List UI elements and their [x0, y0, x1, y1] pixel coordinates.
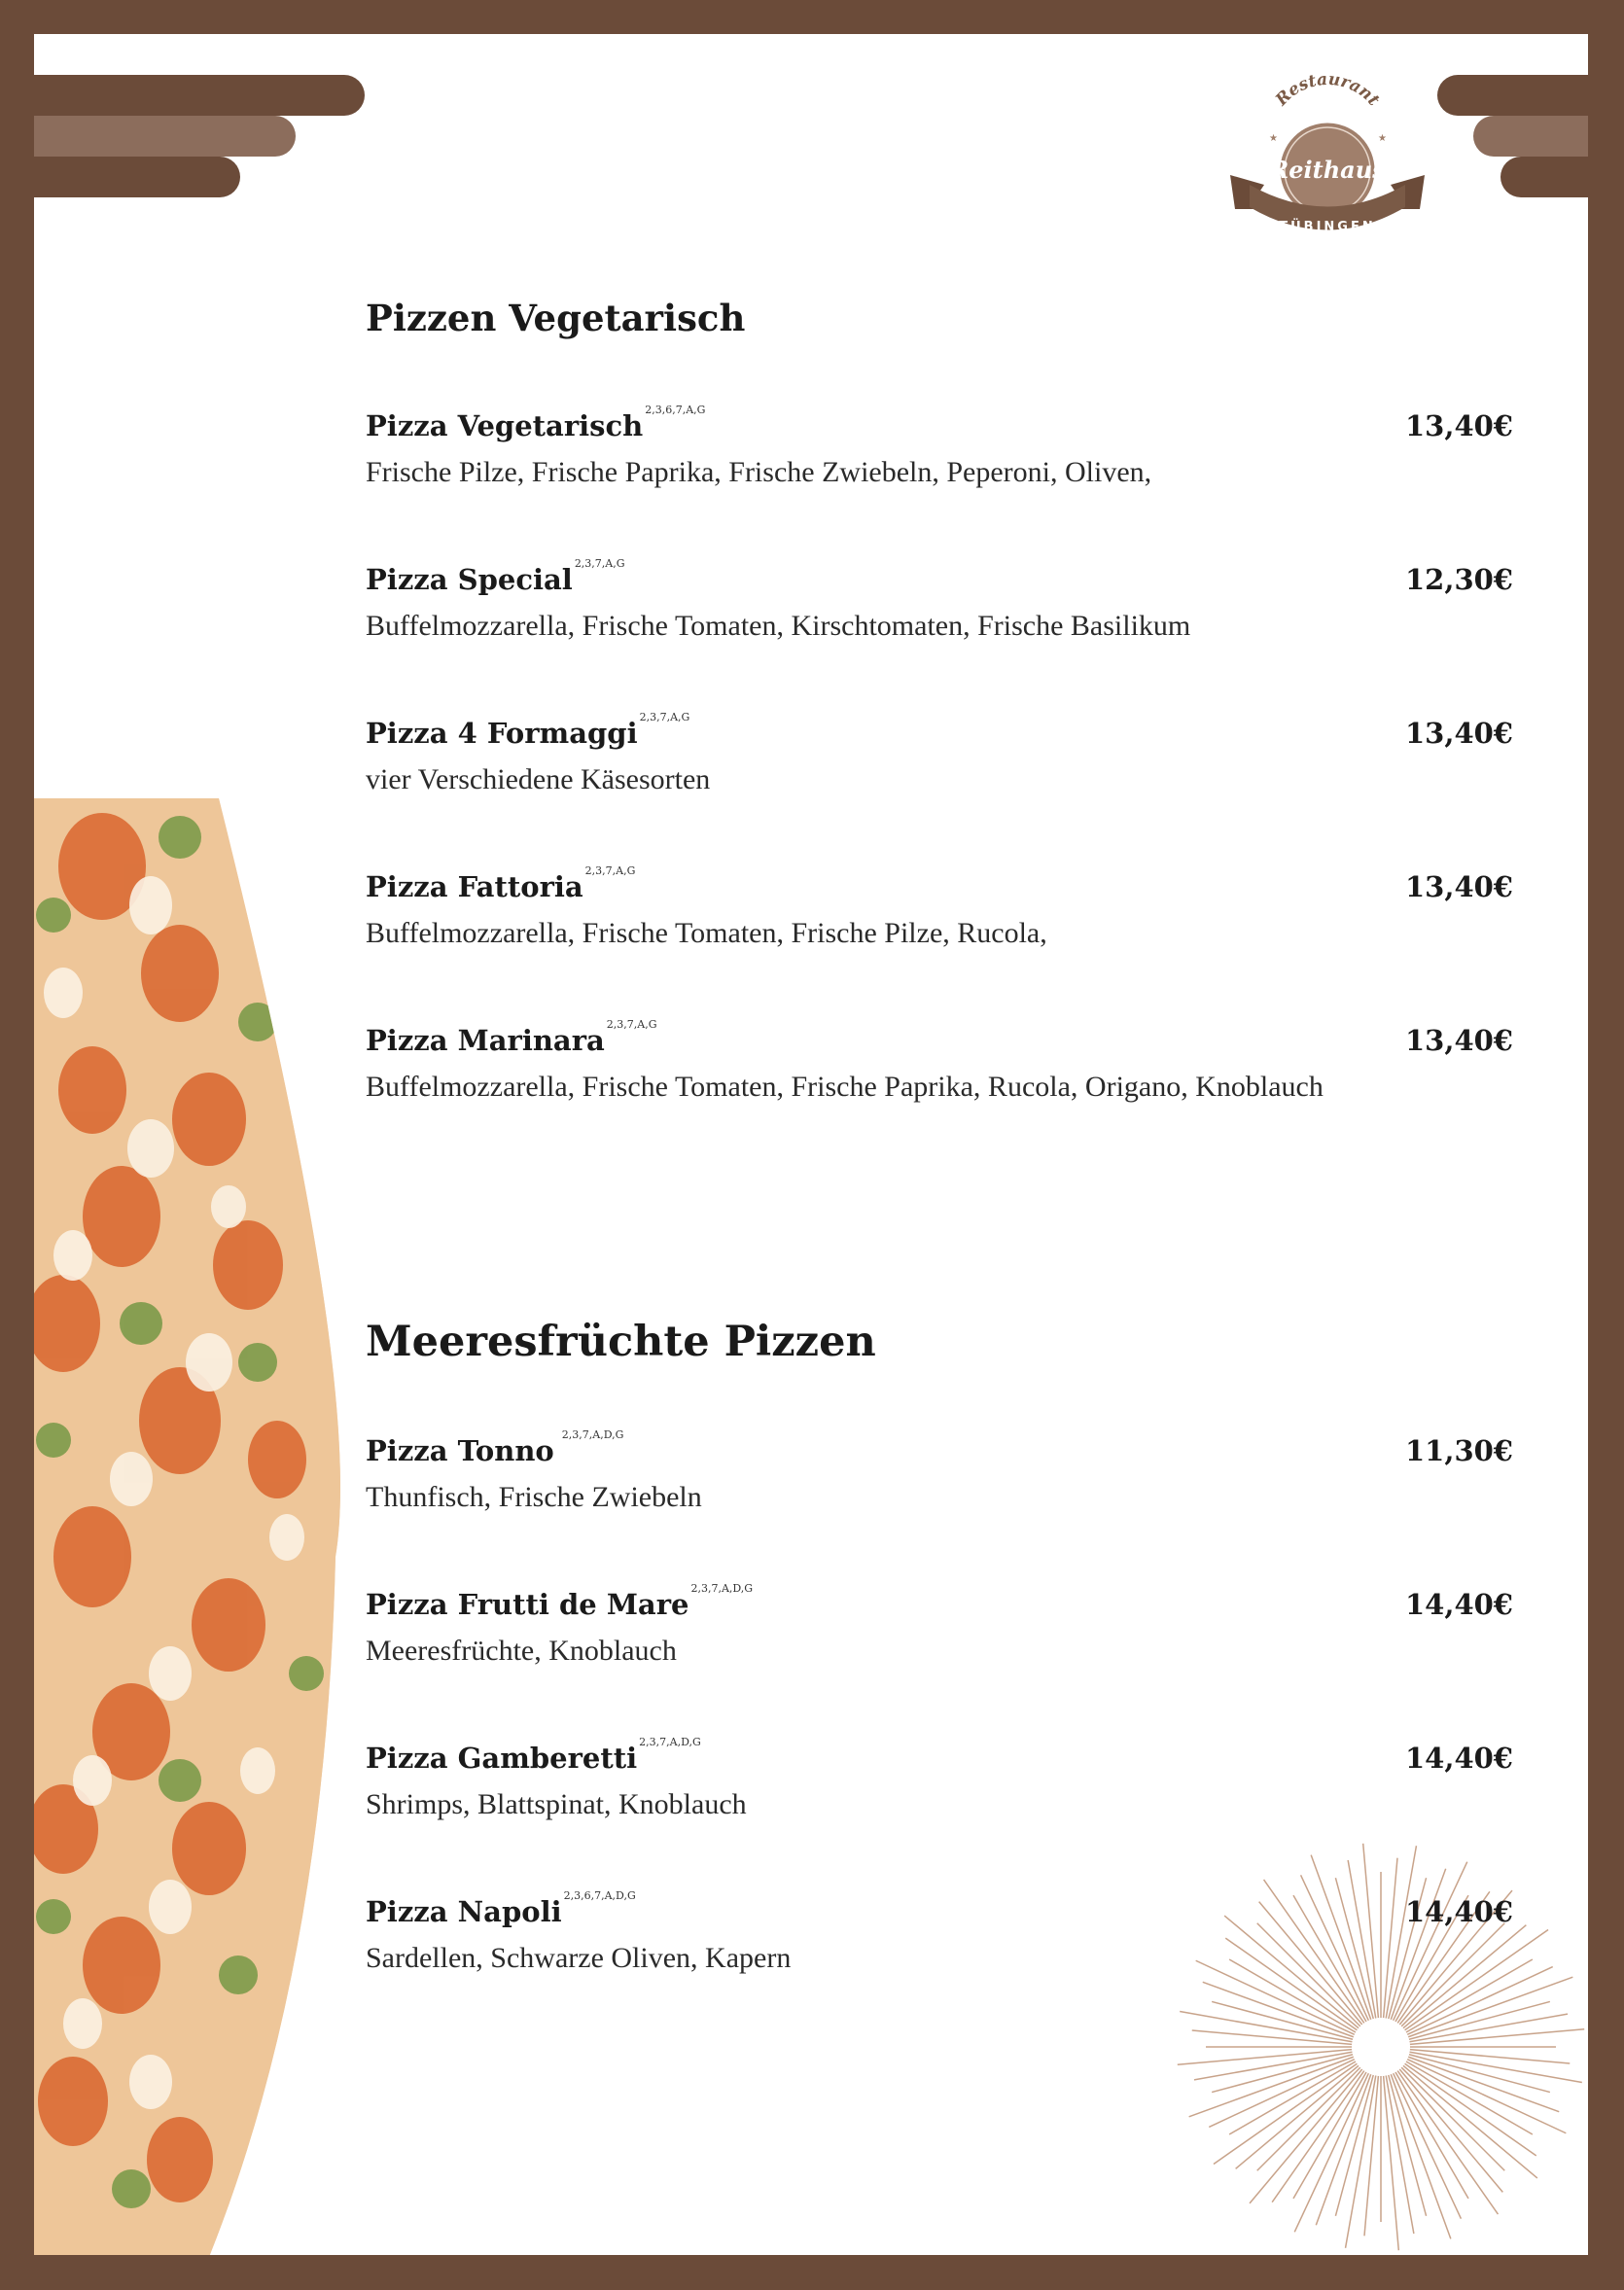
logo-top-text: Restaurant — [1272, 69, 1384, 110]
menu-item-name: Pizza Napoli $^{2,3,6,7,A,D,G}$ — [366, 1889, 636, 1928]
menu-item-price: 13,40€ — [1405, 870, 1513, 903]
sunburst-ray — [1397, 2071, 1498, 2214]
menu-item-name: Pizza Special $^{2,3,7,A,G}$ — [366, 557, 625, 596]
menu-item-description: Thunfisch, Frische Zwiebeln — [366, 1481, 702, 1513]
menu-item-price: 14,40€ — [1405, 1895, 1513, 1928]
sunburst-ray — [1401, 2067, 1504, 2170]
menu-item-name: Pizza Marinara $^{2,3,7,A,G}$ — [366, 1018, 657, 1057]
menu-item-price: 14,40€ — [1405, 1588, 1513, 1621]
menu-item-price: 14,40€ — [1405, 1742, 1513, 1775]
allergen-codes: 2,3,7,A,G — [606, 1018, 657, 1031]
allergen-codes: 2,3,7,A,G — [639, 711, 690, 723]
menu-item — [366, 1736, 1513, 1821]
svg-text:★: ★ — [1378, 133, 1387, 144]
menu-item-description: Shrimps, Blattspinat, Knoblauch — [366, 1788, 747, 1820]
menu-item-description: Buffelmozzarella, Frische Tomaten, Frische Pilze, Rucola, — [366, 917, 1047, 949]
menu-item-price: 13,40€ — [1405, 1024, 1513, 1057]
menu-item — [366, 404, 1513, 489]
pizza-image — [34, 798, 365, 2255]
menu-item — [366, 711, 1513, 796]
logo-name: Reithaus — [1269, 156, 1386, 184]
menu-item-price: 13,40€ — [1405, 717, 1513, 750]
menu-item-name: Pizza Gamberetti $^{2,3,7,A,D,G}$ — [366, 1736, 701, 1775]
menu-item-name: Pizza Tonno $^{2,3,7,A,D,G}$ — [366, 1428, 624, 1467]
allergen-codes: 2,3,7,A,D,G — [639, 1736, 701, 1748]
menu-item-name: Pizza Vegetarisch $^{2,3,6,7,A,G}$ — [366, 404, 706, 442]
allergen-codes: 2,3,7,A,D,G — [690, 1582, 754, 1595]
restaurant-logo — [1211, 63, 1444, 248]
menu-item — [366, 1889, 1513, 1975]
sunburst-ray — [1403, 2065, 1537, 2178]
svg-text:★: ★ — [1269, 133, 1278, 144]
menu-page — [34, 34, 1588, 2255]
allergen-codes: 2,3,6,7,A,G — [645, 404, 706, 416]
sunburst-ray — [1257, 2067, 1360, 2170]
menu-item-description: Frische Pilze, Frische Paprika, Frische Zwiebeln, Peperoni, Oliven, — [366, 456, 1152, 488]
decor-bar — [1437, 75, 1588, 116]
menu-item — [366, 557, 1513, 643]
decor-bar — [34, 75, 365, 116]
menu-item — [366, 1018, 1513, 1104]
menu-item-price: 11,30€ — [1405, 1434, 1513, 1467]
allergen-codes: 2,3,6,7,A,D,G — [563, 1889, 636, 1902]
decor-bar — [1473, 116, 1588, 157]
menu-item-description: vier Verschiedene Käsesorten — [366, 763, 711, 795]
menu-item-price: 12,30€ — [1405, 563, 1513, 596]
decor-bar — [34, 116, 296, 157]
sunburst-ray — [1214, 2063, 1357, 2164]
menu-item-name: Pizza Frutti de Mare $^{2,3,7,A,D,G}$ — [366, 1582, 754, 1621]
menu-item-name: Pizza 4 Formaggi $^{2,3,7,A,G}$ — [366, 711, 690, 750]
section-title-vegetarisch: Pizzen Vegetarisch — [366, 297, 746, 339]
menu-item-price: 13,40€ — [1405, 409, 1513, 442]
allergen-codes: 2,3,7,A,G — [574, 557, 625, 570]
menu-item-description: Sardellen, Schwarze Oliven, Kapern — [366, 1942, 792, 1974]
menu-item — [366, 864, 1513, 950]
sunburst-ray — [1250, 2069, 1362, 2203]
allergen-codes: 2,3,7,A,G — [584, 864, 636, 877]
menu-item — [366, 1582, 1513, 1668]
menu-item-description: Meeresfrüchte, Knoblauch — [366, 1635, 677, 1667]
logo-city: TÜBINGEN — [1279, 220, 1376, 234]
menu-item — [366, 1428, 1513, 1514]
menu-item-description: Buffelmozzarella, Frische Tomaten, Frische Paprika, Rucola, Origano, Knoblauch — [366, 1071, 1324, 1103]
allergen-codes: 2,3,7,A,D,G — [561, 1428, 624, 1441]
decor-bar — [1500, 157, 1588, 197]
decor-bar — [34, 157, 240, 197]
menu-item-name: Pizza Fattoria $^{2,3,7,A,G}$ — [366, 864, 636, 903]
section-title-meeresfruechte: Meeresfrüchte Pizzen — [366, 1318, 876, 1366]
menu-item-description: Buffelmozzarella, Frische Tomaten, Kirschtomaten, Frische Basilikum — [366, 610, 1191, 642]
